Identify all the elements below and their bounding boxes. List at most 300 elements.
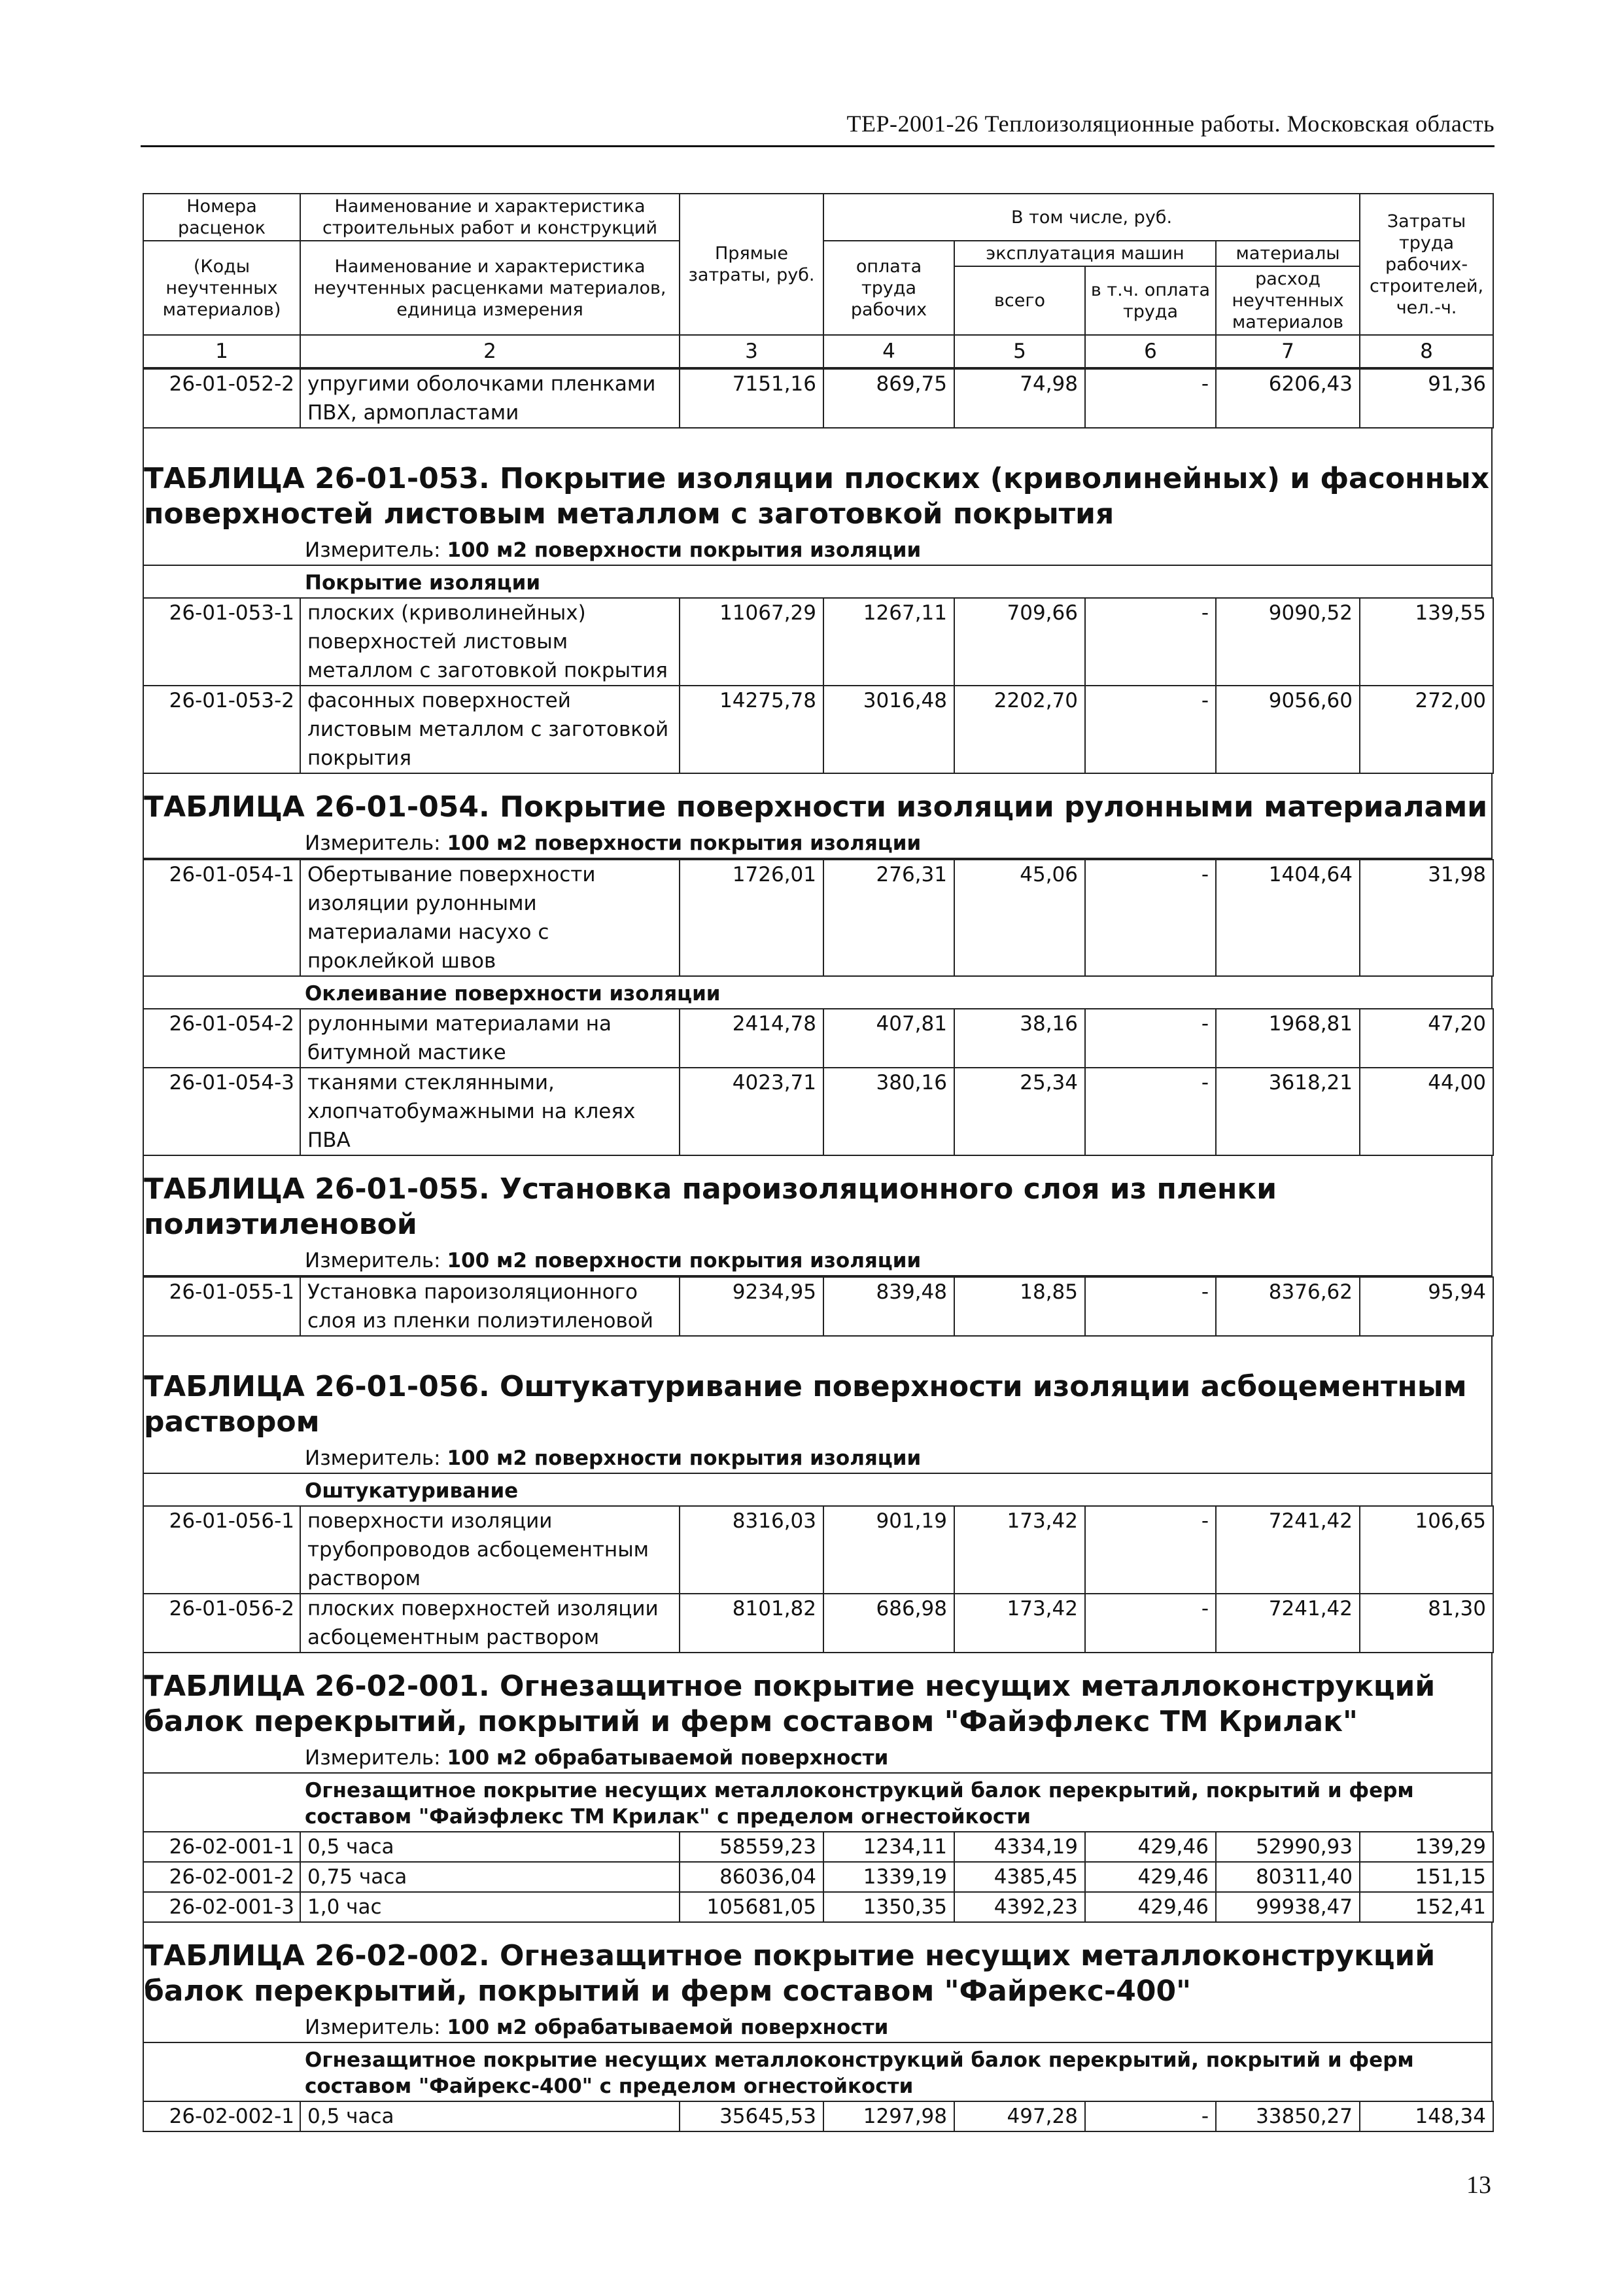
value-cell (1216, 627, 1360, 656)
measure-line (143, 1246, 1493, 1276)
table-title: ТАБЛИЦА 26-01-053. Покрытие изоляции плоских (криволинейных) и фасонных поверхностей листовым металлом с заготовкой покрытия (143, 446, 1493, 536)
value-cell (823, 398, 954, 428)
value-cell (1216, 918, 1360, 947)
col2-sub: Наименование и характеристика неучтенных расценками материалов, единица измерения (300, 241, 680, 335)
value-cell (1216, 1535, 1360, 1564)
machines-head: эксплуатация машин (954, 241, 1216, 266)
measure-value: 100 м2 поверхности покрытия изоляции (447, 1249, 922, 1272)
value-cell: 4385,45 (954, 1862, 1085, 1892)
value-cell (1085, 1306, 1216, 1336)
measure-label: Измеритель: (305, 1446, 441, 1470)
value-cell (954, 715, 1085, 744)
rate-code: 26-02-001-3 (143, 1892, 300, 1922)
table-row (143, 1892, 1493, 1922)
col-index: 4 (823, 335, 954, 368)
col-index: 2 (300, 335, 680, 368)
work-name: ПВА (300, 1126, 680, 1155)
value-cell (1216, 715, 1360, 744)
measure-label: Измеритель: (305, 538, 441, 562)
table-row (143, 1038, 1493, 1068)
value-cell: - (1085, 369, 1216, 398)
value-cell: 272,00 (1360, 686, 1493, 715)
value-cell: 1234,11 (823, 1832, 954, 1862)
value-cell (680, 1038, 823, 1068)
value-cell (823, 889, 954, 918)
work-name: тканями стеклянными, (300, 1068, 680, 1097)
work-name: металлом с заготовкой покрытия (300, 656, 680, 686)
value-cell (954, 889, 1085, 918)
value-cell: 869,75 (823, 369, 954, 398)
value-cell: 91,36 (1360, 369, 1493, 398)
value-cell: 686,98 (823, 1594, 954, 1623)
table-row (143, 1277, 1493, 1306)
work-name: поверхности изоляции (300, 1506, 680, 1535)
table-row (143, 598, 1493, 627)
value-cell (1216, 1306, 1360, 1336)
rate-table (143, 2101, 1494, 2132)
subheading-line: составом "Файрекс-400" с пределом огнестойкости (305, 2075, 914, 2098)
work-name: проклейкой швов (300, 947, 680, 976)
col6-head: в т.ч. оплата труда (1085, 266, 1216, 335)
value-cell: 8376,62 (1216, 1277, 1360, 1306)
rate-code: 26-02-002-1 (143, 2101, 300, 2131)
rate-code: 26-01-054-2 (143, 1009, 300, 1038)
value-cell: 148,34 (1360, 2101, 1493, 2131)
value-cell: 33850,27 (1216, 2101, 1360, 2131)
value-cell (1085, 398, 1216, 428)
work-name: 0,75 часа (300, 1862, 680, 1892)
value-cell (1085, 947, 1216, 976)
value-cell (1360, 1126, 1493, 1155)
work-name: упругими оболочками пленками (300, 369, 680, 398)
measure-line (143, 2013, 1493, 2043)
value-cell: 173,42 (954, 1506, 1085, 1535)
table-row (143, 1097, 1493, 1126)
value-cell: 9056,60 (1216, 686, 1360, 715)
value-cell: 47,20 (1360, 1009, 1493, 1038)
table-row (143, 656, 1493, 686)
value-cell: 3016,48 (823, 686, 954, 715)
rate-code (143, 744, 300, 773)
value-cell: 7241,42 (1216, 1594, 1360, 1623)
table-row (143, 715, 1493, 744)
value-cell (1085, 627, 1216, 656)
spacer (143, 1337, 1493, 1354)
value-cell: 99938,47 (1216, 1892, 1360, 1922)
value-cell (1216, 1126, 1360, 1155)
table-row (143, 918, 1493, 947)
work-name: материалами насухо с (300, 918, 680, 947)
value-cell: 4334,19 (954, 1832, 1085, 1862)
work-name: раствором (300, 1564, 680, 1594)
value-cell (954, 1097, 1085, 1126)
rate-code (143, 627, 300, 656)
subheading: Покрытие изоляции (143, 566, 1493, 597)
value-cell: 74,98 (954, 369, 1085, 398)
rate-code: 26-01-056-2 (143, 1594, 300, 1623)
work-name: рулонными материалами на (300, 1009, 680, 1038)
value-cell: 44,00 (1360, 1068, 1493, 1097)
value-cell: - (1085, 598, 1216, 627)
table-row (143, 1068, 1493, 1097)
incl-head: В том числе, руб. (823, 194, 1360, 241)
value-cell (680, 1306, 823, 1336)
spacer (143, 429, 1493, 446)
table-row (143, 1535, 1493, 1564)
table-row (143, 1862, 1493, 1892)
value-cell: 14275,78 (680, 686, 823, 715)
value-cell (1360, 918, 1493, 947)
value-cell (823, 1038, 954, 1068)
rate-code: 26-01-056-1 (143, 1506, 300, 1535)
value-cell: - (1085, 1068, 1216, 1097)
col-index: 6 (1085, 335, 1216, 368)
value-cell (954, 398, 1085, 428)
value-cell (680, 1126, 823, 1155)
col5-head: всего (954, 266, 1085, 335)
rate-code (143, 1306, 300, 1336)
value-cell (1216, 1564, 1360, 1594)
page-number: 13 (1466, 2171, 1491, 2199)
rate-code (143, 1038, 300, 1068)
value-cell: 1350,35 (823, 1892, 954, 1922)
value-cell (1360, 1097, 1493, 1126)
value-cell: 4392,23 (954, 1892, 1085, 1922)
value-cell: 173,42 (954, 1594, 1085, 1623)
rate-code (143, 1564, 300, 1594)
table-row (143, 686, 1493, 715)
value-cell: 1968,81 (1216, 1009, 1360, 1038)
value-cell (1216, 889, 1360, 918)
value-cell: 429,46 (1085, 1832, 1216, 1862)
rate-table (143, 597, 1494, 774)
value-cell: 8101,82 (680, 1594, 823, 1623)
table-title: ТАБЛИЦА 26-02-001. Огнезащитное покрытие несущих металлоконструкций балок перекрытий, покрытий и ферм составом "Файэфлекс ТМ Крилак" (143, 1653, 1493, 1743)
value-cell (1360, 715, 1493, 744)
measure-value: 100 м2 поверхности покрытия изоляции (447, 1446, 922, 1470)
value-cell (1216, 947, 1360, 976)
value-cell: 7241,42 (1216, 1506, 1360, 1535)
value-cell: 35645,53 (680, 2101, 823, 2131)
value-cell (1360, 1306, 1493, 1336)
value-cell (954, 947, 1085, 976)
table-row (143, 369, 1493, 398)
value-cell: - (1085, 860, 1216, 889)
value-cell (823, 918, 954, 947)
table-row (143, 1564, 1493, 1594)
value-cell: - (1085, 2101, 1216, 2131)
value-cell (1360, 1535, 1493, 1564)
value-cell (823, 947, 954, 976)
work-name: 0,5 часа (300, 2101, 680, 2131)
value-cell (680, 918, 823, 947)
value-cell: 709,66 (954, 598, 1085, 627)
value-cell: - (1085, 1506, 1216, 1535)
value-cell (1085, 744, 1216, 773)
value-cell (954, 1126, 1085, 1155)
value-cell (823, 1306, 954, 1336)
value-cell (954, 744, 1085, 773)
value-cell: 497,28 (954, 2101, 1085, 2131)
work-name: плоских поверхностей изоляции (300, 1594, 680, 1623)
col1-head: Номера расценок (143, 194, 300, 241)
work-name: трубопроводов асбоцементным (300, 1535, 680, 1564)
value-cell (1360, 889, 1493, 918)
value-cell: 106,65 (1360, 1506, 1493, 1535)
value-cell: 429,46 (1085, 1892, 1216, 1922)
subheading (143, 1774, 1493, 1831)
value-cell: - (1085, 1009, 1216, 1038)
value-cell: 276,31 (823, 860, 954, 889)
value-cell: 6206,43 (1216, 369, 1360, 398)
table-row (143, 947, 1493, 976)
measure-line (143, 829, 1493, 859)
value-cell: 18,85 (954, 1277, 1085, 1306)
rate-code: 26-02-001-2 (143, 1862, 300, 1892)
table-row (143, 1506, 1493, 1535)
col8-head: Затраты труда рабочих-строителей, чел.-ч. (1360, 194, 1493, 335)
rate-code (143, 398, 300, 428)
value-cell (1360, 627, 1493, 656)
rate-table (143, 368, 1494, 429)
value-cell (954, 918, 1085, 947)
value-cell: 3618,21 (1216, 1068, 1360, 1097)
table-row (143, 1594, 1493, 1623)
work-name: 1,0 час (300, 1892, 680, 1922)
col-index: 5 (954, 335, 1085, 368)
rate-code (143, 947, 300, 976)
value-cell (823, 656, 954, 686)
value-cell: 901,19 (823, 1506, 954, 1535)
value-cell (1216, 1038, 1360, 1068)
rate-code (143, 656, 300, 686)
value-cell: 139,29 (1360, 1832, 1493, 1862)
work-name: поверхностей листовым (300, 627, 680, 656)
table-row (143, 860, 1493, 889)
work-name: слоя из пленки полиэтиленовой (300, 1306, 680, 1336)
value-cell: 95,94 (1360, 1277, 1493, 1306)
value-cell (823, 1126, 954, 1155)
work-name: битумной мастике (300, 1038, 680, 1068)
value-cell (823, 1097, 954, 1126)
value-cell (680, 1623, 823, 1653)
subheading (143, 2043, 1493, 2101)
value-cell: 9090,52 (1216, 598, 1360, 627)
value-cell: 1404,64 (1216, 860, 1360, 889)
value-cell (1216, 1623, 1360, 1653)
subheading: Оштукатуривание (143, 1474, 1493, 1505)
table-row (143, 1832, 1493, 1862)
measure-label: Измеритель: (305, 1249, 441, 1272)
value-cell: 8316,03 (680, 1506, 823, 1535)
value-cell: 2414,78 (680, 1009, 823, 1038)
value-cell: 45,06 (954, 860, 1085, 889)
value-cell: 407,81 (823, 1009, 954, 1038)
value-cell (680, 889, 823, 918)
value-cell (954, 1623, 1085, 1653)
value-cell: 38,16 (954, 1009, 1085, 1038)
value-cell: 152,41 (1360, 1892, 1493, 1922)
value-cell: 31,98 (1360, 860, 1493, 889)
value-cell: - (1085, 1277, 1216, 1306)
rate-table (143, 1276, 1494, 1337)
value-cell: - (1085, 1594, 1216, 1623)
value-cell (680, 1097, 823, 1126)
value-cell: 1297,98 (823, 2101, 954, 2131)
work-name: покрытия (300, 744, 680, 773)
value-cell: 1726,01 (680, 860, 823, 889)
value-cell (823, 1623, 954, 1653)
table-title: ТАБЛИЦА 26-02-002. Огнезащитное покрытие несущих металлоконструкций балок перекрытий, покрытий и ферм составом "Файрекс-400" (143, 1923, 1493, 2013)
table-title: ТАБЛИЦА 26-01-055. Установка пароизоляционного слоя из пленки полиэтиленовой (143, 1156, 1493, 1246)
table-row (143, 1009, 1493, 1038)
column-header (143, 193, 1494, 368)
work-name: плоских (криволинейных) (300, 598, 680, 627)
value-cell: 7151,16 (680, 369, 823, 398)
value-cell (823, 744, 954, 773)
value-cell (823, 627, 954, 656)
value-cell (823, 715, 954, 744)
value-cell: 151,15 (1360, 1862, 1493, 1892)
rate-code: 26-01-054-1 (143, 860, 300, 889)
measure-label: Измеритель: (305, 2016, 441, 2039)
value-cell (1216, 656, 1360, 686)
value-cell: 80311,40 (1216, 1862, 1360, 1892)
rate-code (143, 1623, 300, 1653)
value-cell (1085, 1535, 1216, 1564)
table-title: ТАБЛИЦА 26-01-054. Покрытие поверхности изоляции рулонными материалами (143, 774, 1493, 829)
measure-line (143, 1743, 1493, 1774)
value-cell: 429,46 (1085, 1862, 1216, 1892)
measure-line (143, 1444, 1493, 1474)
measure-label: Измеритель: (305, 832, 441, 855)
price-sheet (143, 193, 1493, 2132)
subheading-line: Огнезащитное покрытие несущих металлоконструкций балок перекрытий, покрытий и ферм (305, 2048, 1414, 2072)
rate-table (143, 859, 1494, 977)
value-cell (1085, 1623, 1216, 1653)
value-cell (1085, 1126, 1216, 1155)
value-cell (680, 715, 823, 744)
rate-code (143, 1097, 300, 1126)
value-cell (954, 1564, 1085, 1594)
value-cell (1360, 1623, 1493, 1653)
value-cell (954, 656, 1085, 686)
measure-value: 100 м2 обрабатываемой поверхности (447, 2016, 889, 2039)
value-cell: 139,55 (1360, 598, 1493, 627)
col-index: 8 (1360, 335, 1493, 368)
header-rule (141, 145, 1494, 147)
rate-code: 26-01-055-1 (143, 1277, 300, 1306)
work-name: фасонных поверхностей (300, 686, 680, 715)
subheading-line: Огнезащитное покрытие несущих металлоконструкций балок перекрытий, покрытий и ферм (305, 1779, 1414, 1802)
value-cell: 25,34 (954, 1068, 1085, 1097)
value-cell: 2202,70 (954, 686, 1085, 715)
rate-code: 26-01-053-2 (143, 686, 300, 715)
running-header: ТЕР-2001-26 Теплоизоляционные работы. Московская область (846, 111, 1494, 137)
value-cell (680, 1564, 823, 1594)
value-cell (954, 627, 1085, 656)
work-name: 0,5 часа (300, 1832, 680, 1862)
value-cell: 52990,93 (1216, 1832, 1360, 1862)
value-cell (823, 1564, 954, 1594)
rate-table (143, 1831, 1494, 1923)
measure-value: 100 м2 поверхности покрытия изоляции (447, 538, 922, 562)
value-cell (680, 744, 823, 773)
rate-code (143, 889, 300, 918)
table-row (143, 627, 1493, 656)
value-cell (1085, 656, 1216, 686)
col2-head: Наименование и характеристика строительных работ и конструкций (300, 194, 680, 241)
value-cell: 380,16 (823, 1068, 954, 1097)
value-cell (1085, 1097, 1216, 1126)
work-name: листовым металлом с заготовкой (300, 715, 680, 744)
col-index: 1 (143, 335, 300, 368)
work-name: асбоцементным раствором (300, 1623, 680, 1653)
value-cell (1085, 1038, 1216, 1068)
work-name: Обертывание поверхности (300, 860, 680, 889)
value-cell (1216, 744, 1360, 773)
table-row (143, 1306, 1493, 1336)
value-cell (1360, 1038, 1493, 1068)
measure-label: Измеритель: (305, 1746, 441, 1770)
table-row (143, 398, 1493, 428)
value-cell (1216, 1097, 1360, 1126)
value-cell: 86036,04 (680, 1862, 823, 1892)
value-cell: 81,30 (1360, 1594, 1493, 1623)
col4-head: оплата труда рабочих (823, 241, 954, 335)
rate-table (143, 1505, 1494, 1653)
rate-code (143, 1126, 300, 1155)
col7-head: расход неучтенных материалов (1216, 266, 1360, 335)
value-cell (954, 1535, 1085, 1564)
value-cell: 839,48 (823, 1277, 954, 1306)
work-name: ПВХ, армопластами (300, 398, 680, 428)
rate-code (143, 715, 300, 744)
value-cell (1085, 1564, 1216, 1594)
table-row (143, 1623, 1493, 1653)
value-cell (680, 947, 823, 976)
col-index: 7 (1216, 335, 1360, 368)
col-index: 3 (680, 335, 823, 368)
value-cell: 105681,05 (680, 1892, 823, 1922)
subheading-line: составом "Файэфлекс ТМ Крилак" с пределом огнестойкости (305, 1805, 1031, 1829)
value-cell (1360, 947, 1493, 976)
measure-value: 100 м2 поверхности покрытия изоляции (447, 832, 922, 855)
value-cell (1216, 398, 1360, 428)
work-name: хлопчатобумажными на клеях (300, 1097, 680, 1126)
table-row (143, 744, 1493, 773)
rate-table (143, 1008, 1494, 1156)
sheet-body (143, 368, 1493, 2132)
value-cell (1360, 1564, 1493, 1594)
subheading: Оклеивание поверхности изоляции (143, 977, 1493, 1008)
value-cell: 9234,95 (680, 1277, 823, 1306)
rate-code: 26-02-001-1 (143, 1832, 300, 1862)
table-title: ТАБЛИЦА 26-01-056. Оштукатуривание поверхности изоляции асбоцементным раствором (143, 1354, 1493, 1444)
col3-head: Прямые затраты, руб. (680, 194, 823, 335)
table-row (143, 1126, 1493, 1155)
rate-code: 26-01-054-3 (143, 1068, 300, 1097)
rate-code: 26-01-053-1 (143, 598, 300, 627)
rate-code (143, 918, 300, 947)
value-cell: 58559,23 (680, 1832, 823, 1862)
value-cell (954, 1038, 1085, 1068)
table-row (143, 2101, 1493, 2131)
materials-head: материалы (1216, 241, 1360, 266)
value-cell (680, 656, 823, 686)
value-cell (680, 1535, 823, 1564)
measure-value: 100 м2 обрабатываемой поверхности (447, 1746, 889, 1770)
